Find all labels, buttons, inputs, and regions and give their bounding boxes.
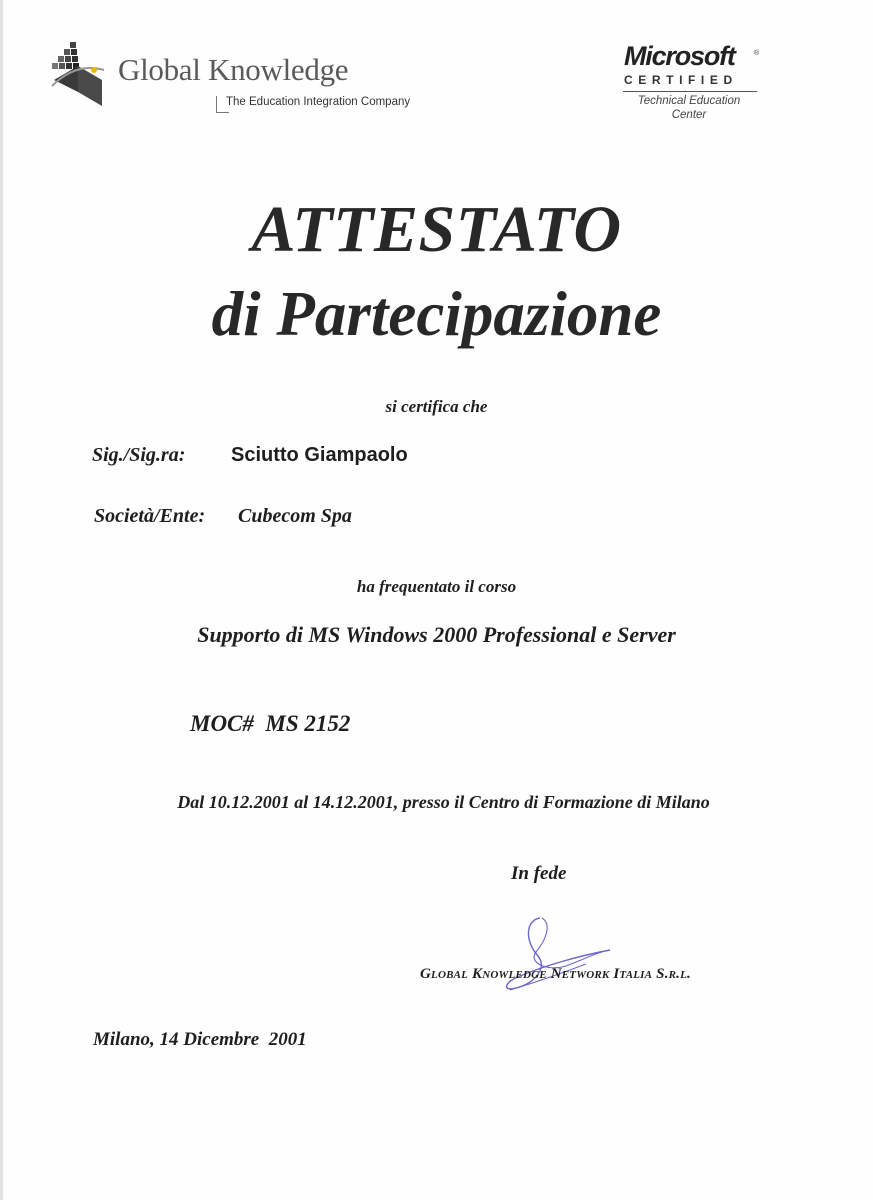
global-knowledge-wordmark: Global Knowledge [118,52,349,87]
microsoft-certified-label: CERTIFIED [624,73,738,87]
page-edge [0,0,3,1200]
course-code: MOC# MS 2152 [190,711,351,736]
certificate-subtitle: di Partecipazione [211,279,662,349]
certificate-title: ATTESTATO [251,193,622,266]
in-fede-text: In fede [511,863,567,884]
microsoft-center-line1: Technical Education [637,95,741,107]
issuer-name: Global Knowledge Network Italia S.r.l. [420,966,692,982]
global-knowledge-logo-icon [50,40,106,108]
participant-label: Sig./Sig.ra: [92,444,186,466]
intro-text: si certifica che [385,397,488,416]
participant-name: Sciutto Giampaolo [231,444,408,466]
company-label: Società/Ente: [94,505,206,527]
place-and-date: Milano, 14 Dicembre 2001 [93,1029,307,1050]
company-name: Cubecom Spa [238,505,352,527]
signature-icon [490,910,620,1000]
attended-text: ha frequentato il corso [356,577,517,596]
course-name: Supporto di MS Windows 2000 Professional e Server [197,622,676,647]
microsoft-logo-divider [623,91,757,92]
global-knowledge-tagline: The Education Integration Company [226,96,411,108]
microsoft-center-line2: Center [671,109,707,121]
registered-mark: ® [754,50,760,57]
course-dates: Dal 10.12.2001 al 14.12.2001, presso il Centro di Formazione di Milano [177,792,710,812]
microsoft-wordmark: Microsoft [624,41,735,71]
